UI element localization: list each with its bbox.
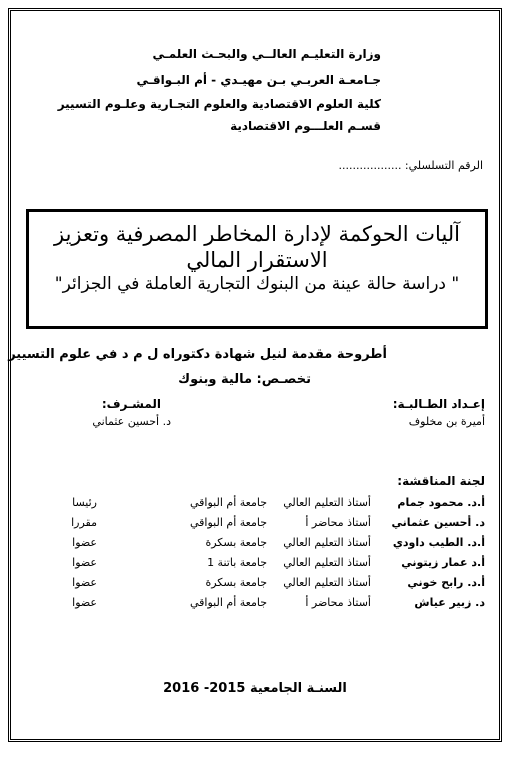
committee-label: لجنة المناقشة: — [397, 474, 485, 488]
academic-year: السنـة الجامعية 2015- 2016 — [163, 681, 347, 696]
member-rank: أستاذ التعليم العالي — [283, 496, 371, 509]
member-university: جامعة بسكرة — [205, 536, 267, 549]
thesis-title-line-2: الاستقرار المالي — [186, 248, 328, 272]
member-name: أ.د. الطيب داودي — [392, 536, 485, 549]
thesis-title-box — [26, 209, 488, 329]
member-university: جامعة أم البواقي — [190, 596, 267, 609]
prepared-by-label: إعـداد الطـالبـة: — [392, 397, 485, 411]
member-university: جامعة باتنة 1 — [207, 556, 267, 569]
member-university: جامعة أم البواقي — [190, 496, 267, 509]
document-page — [8, 8, 502, 742]
member-role: رئيسا — [72, 496, 97, 509]
member-rank: أستاذ محاضر أ — [305, 516, 371, 529]
committee-row — [25, 536, 485, 556]
student-name: أميرة بن مخلوف — [408, 415, 485, 428]
serial-number-label: الرقم التسلسلي: .................. — [338, 159, 483, 172]
member-role: مقررا — [71, 516, 97, 529]
member-university: جامعة بسكرة — [205, 576, 267, 589]
member-rank: أستاذ محاضر أ — [305, 596, 371, 609]
supervisor-label: المشـرف: — [101, 397, 161, 411]
committee-row — [25, 516, 485, 536]
member-name: أ.د عمار زيتوني — [401, 556, 485, 569]
committee-row — [25, 596, 485, 616]
thesis-degree-text: أطروحة مقدمة لنيل شهادة دكتوراه ل م د في علوم التسيير — [8, 347, 387, 362]
committee-table — [25, 496, 485, 616]
ministry-name: وزارة التعليـم العالــي والبحـث العلمـي — [152, 47, 381, 61]
member-rank: أستاذ التعليم العالي — [283, 556, 371, 569]
member-role: عضوا — [72, 556, 97, 569]
thesis-title-line-1: آليات الحوكمة لإدارة المخاطر المصرفية وتعزيز — [53, 222, 461, 246]
member-rank: أستاذ التعليم العالي — [283, 536, 371, 549]
member-name: د. زبير عياش — [414, 596, 485, 609]
member-name: أ.د. محمود جمام — [397, 496, 485, 509]
member-role: عضوا — [72, 596, 97, 609]
university-name: جـامعـة العربـي بـن مهيـدي - أم البـواقـي — [136, 73, 381, 87]
faculty-name: كلية العلوم الاقتصادية والعلوم التجـارية وعلـوم التسيير — [57, 97, 381, 111]
specialty-text: تخصـص: مالية وبنوك — [178, 372, 311, 387]
department-name: قسـم العلـــوم الاقتصادية — [230, 119, 381, 133]
member-role: عضوا — [72, 536, 97, 549]
supervisor-name: د. أحسين عثماني — [92, 415, 171, 428]
member-rank: أستاذ التعليم العالي — [283, 576, 371, 589]
member-name: أ.د. رابح خوني — [407, 576, 485, 589]
committee-row — [25, 576, 485, 596]
committee-row — [25, 556, 485, 576]
committee-row — [25, 496, 485, 516]
member-role: عضوا — [72, 576, 97, 589]
member-name: د. أحسين عثماني — [391, 516, 485, 529]
member-university: جامعة أم البواقي — [190, 516, 267, 529]
thesis-subtitle: " دراسة حالة عينة من البنوك التجارية العاملة في الجزائر" — [54, 274, 460, 294]
